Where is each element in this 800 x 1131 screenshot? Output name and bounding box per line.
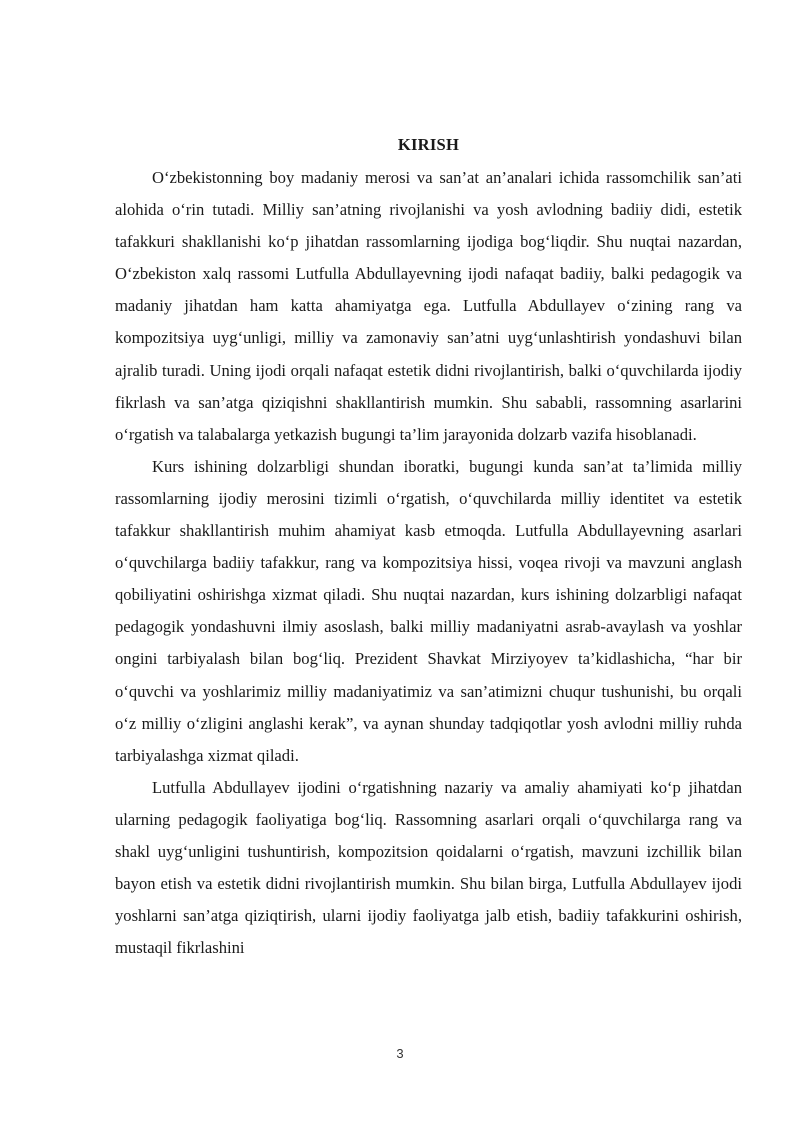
paragraph-2: Kurs ishining dolzarbligi shundan iboratki, bugungi kunda san’at ta’limida milliy rassomlarning ijodiy merosini tizimli o‘rgatish, o‘quvchilarda milliy identitet va estetik tafakkur shakllantirish muhim ahamiyat kasb etmoqda. Lutfulla Abdullayevning asarlari o‘quvchilarga badiiy tafakkur, rang va kompozitsiya hissi, voqea rivoji va mavzuni anglash qobiliyatini oshirishga xizmat qiladi. Shu nuqtai nazardan, kurs ishining dolzarbligi nafaqat pedagogik yondashuvni ilmiy asoslash, balki milliy madaniyatni asrab-avaylash va yoshlar ongini tarbiyalash bilan bog‘liq. Prezident Shavkat Mirziyoyev ta’kidlashicha, “har bir o‘quvchi va yoshlarimiz milliy madaniyatimiz va san’atimizni chuqur tushunishi, bu orqali o‘z milliy o‘zligini anglashi kerak”, va aynan shunday tadqiqotlar yosh avlodni milliy ruhda tarbiyalashga xizmat qiladi. xyxy=(115,456,742,765)
paragraph-1: O‘zbekistonning boy madaniy merosi va san’at an’analari ichida rassomchilik san’ati alohida o‘rin tutadi. Milliy san’atning rivojlanishi va yosh avlodning badiiy didi, estetik tafakkuri shakllanishi ko‘p jihatdan rassomlarning ijodiga bog‘liqdir. Shu nuqtai nazardan, O‘zbekiston xalq rassomi Lutfulla Abdullayevning ijodi nafaqat badiiy, balki pedagogik va madaniy jihatdan ham katta ahamiyatga ega. Lutfulla Abdullayev o‘zining rang va kompozitsiya uyg‘unligi, milliy va zamonaviy san’atni uyg‘unlashtirish yondashuvi bilan ajralib turadi. Uning ijodi orqali nafaqat estetik didni rivojlantirish, balki o‘quvchilarda ijodiy fikrlash va san’atga qiziqishni shakllantirish mumkin. Shu sababli, rassomning asarlarini o‘rgatish va talabalarga yetkazish bugungi ta’lim jarayonida dolzarb vazifa hisoblanadi. xyxy=(115,168,742,444)
section-heading: KIRISH xyxy=(397,135,460,154)
paragraph-3: Lutfulla Abdullayev ijodini o‘rgatishning nazariy va amaliy ahamiyati ko‘p jihatdan ularning pedagogik faoliyatiga bog‘liq. Rassomning asarlari orqali o‘quvchilarga rang va shakl uyg‘unligini tushuntirish, kompozitsion qoidalarni o‘rgatish, mavzuni izchillik bilan bayon etish va estetik didni rivojlantirish mumkin. Shu bilan birga, Lutfulla Abdullayev ijodi yoshlarni san’atga qiziqtirish, ularni ijodiy faoliyatga jalb etish, badiiy tafakkurini oshirish, mustaqil fikrlashini xyxy=(115,777,742,958)
document-body xyxy=(115,134,742,964)
page-number: 3 xyxy=(396,1046,404,1061)
